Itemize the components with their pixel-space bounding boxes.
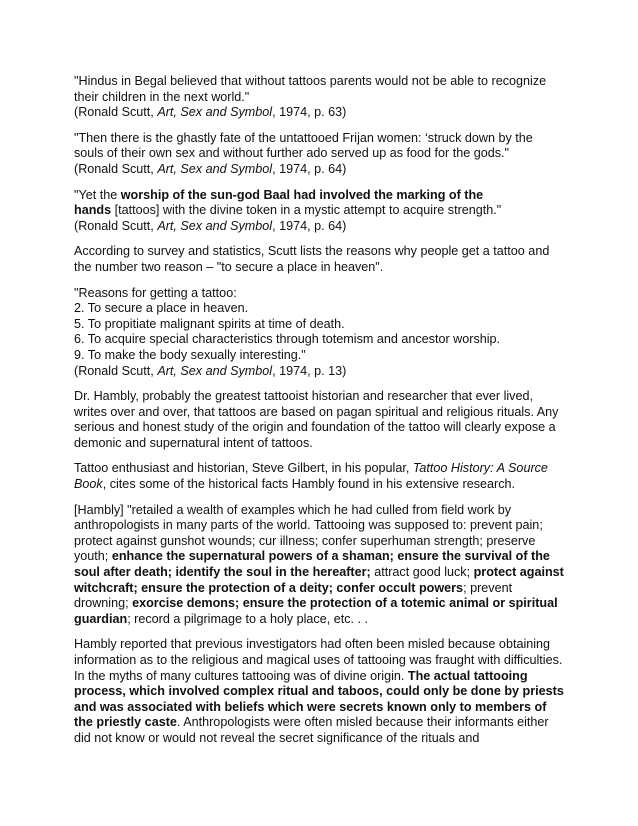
bold-text: protect against xyxy=(473,565,564,580)
text-line xyxy=(74,420,566,436)
italic-title: Book xyxy=(74,477,103,492)
text-segment: , 1974, p. 63) xyxy=(272,105,347,120)
text-line xyxy=(74,534,566,550)
text-segment: (Ronald Scutt, xyxy=(74,218,158,233)
text-segment: According to survey and statistics, Scutt lists the reasons why people get a tattoo and xyxy=(74,244,550,259)
text-segment: (Ronald Scutt, xyxy=(74,105,158,120)
text-line xyxy=(74,301,566,317)
text-segment: Tattoo enthusiast and historian, Steve Gilbert, in his popular, xyxy=(74,461,413,476)
text-line xyxy=(74,90,566,106)
text-line xyxy=(74,405,566,421)
text-line xyxy=(74,461,566,477)
text-segment: "Then there is the ghastly fate of the untattooed Frijan women: ‘struck down by the xyxy=(74,130,533,145)
text-line xyxy=(74,731,566,747)
text-segment: Hambly reported that previous investigators had often been misled because obtaining xyxy=(74,637,551,652)
text-line xyxy=(74,348,566,364)
bold-text: enhance the supernatural powers of a shaman; ensure the survival of the xyxy=(111,549,550,564)
text-line xyxy=(74,715,566,731)
text-line xyxy=(74,131,566,147)
text-segment: "Reasons for getting a tattoo: xyxy=(74,285,237,300)
text-line xyxy=(74,188,566,204)
text-line xyxy=(74,637,566,653)
text-segment: 2. To secure a place in heaven. xyxy=(74,301,249,316)
text-line xyxy=(74,260,566,276)
text-segment: drowning; xyxy=(74,596,133,611)
text-segment: , 1974, p. 64) xyxy=(272,218,347,233)
text-line xyxy=(74,317,566,333)
text-line xyxy=(74,219,566,235)
text-segment: "Yet the xyxy=(74,187,121,202)
text-segment: In the myths of many cultures tattooing was of divine origin. xyxy=(74,668,408,683)
text-line xyxy=(74,364,566,380)
text-segment: anthropologists in many parts of the world. Tattooing was supposed to: prevent pain; xyxy=(74,518,543,533)
text-line xyxy=(74,669,566,685)
paragraph xyxy=(74,637,566,746)
text-segment: their children in the next world." xyxy=(74,89,250,104)
text-segment: 9. To make the body sexually interesting." xyxy=(74,347,306,362)
bold-text: the priestly caste xyxy=(74,715,177,730)
paragraph xyxy=(74,74,566,121)
text-segment: . Anthropologists were often misled because their informants either xyxy=(176,715,549,730)
italic-title: Tattoo History: A Source xyxy=(412,461,548,476)
text-segment: , cites some of the historical facts Hambly found in his extensive research. xyxy=(102,477,515,492)
text-line xyxy=(74,436,566,452)
text-segment: ; prevent xyxy=(463,580,513,595)
bold-text: process, which involved complex ritual and taboos, could only be done by priests xyxy=(74,684,564,699)
text-segment: "Hindus in Begal believed that without tattoos parents would not be able to recognize xyxy=(74,74,547,88)
text-line xyxy=(74,389,566,405)
text-line xyxy=(74,162,566,178)
text-segment: 5. To propitiate malignant spirits at time of death. xyxy=(74,316,345,331)
text-segment: demonic and supernatural intent of tattoos. xyxy=(74,435,313,450)
text-line xyxy=(74,653,566,669)
text-segment: writes over and over, that tattoos are based on pagan spiritual and religious rituals. Any xyxy=(74,404,559,419)
text-segment: (Ronald Scutt, xyxy=(74,363,158,378)
text-segment: youth; xyxy=(74,549,112,564)
text-line xyxy=(74,477,566,493)
italic-title: Art, Sex and Symbol xyxy=(157,218,273,233)
text-line xyxy=(74,596,566,612)
text-segment: the number two reason – "to secure a place in heaven". xyxy=(74,259,384,274)
document-page xyxy=(74,74,566,757)
text-line xyxy=(74,612,566,628)
italic-title: Art, Sex and Symbol xyxy=(157,161,273,176)
text-line xyxy=(74,203,566,219)
text-line xyxy=(74,581,566,597)
text-line xyxy=(74,286,566,302)
text-segment: protect against gunshot wounds; cur illness; confer superhuman strength; preserve xyxy=(74,533,536,548)
bold-text: guardian xyxy=(74,611,128,626)
bold-text: exorcise demons; ensure the protection of a totemic animal or spiritual xyxy=(132,596,558,611)
text-line xyxy=(74,549,566,565)
paragraph xyxy=(74,389,566,451)
text-segment: attract good luck; xyxy=(370,565,474,580)
bold-text: The actual tattooing xyxy=(407,668,528,683)
text-segment: [Hambly] "retailed a wealth of examples which he had culled from field work by xyxy=(74,502,512,517)
text-segment: [tattoos] with the divine token in a mystic attempt to acquire strength." xyxy=(111,203,502,218)
text-line xyxy=(74,684,566,700)
text-segment: ; record a pilgrimage to a holy place, etc. . . xyxy=(127,611,368,626)
text-line xyxy=(74,503,566,519)
text-segment: 6. To acquire special characteristics through totemism and ancestor worship. xyxy=(74,332,501,347)
text-segment: Dr. Hambly, probably the greatest tattooist historian and researcher that ever lived, xyxy=(74,389,533,404)
paragraph xyxy=(74,286,566,380)
text-line xyxy=(74,105,566,121)
text-segment: souls of their own sex and without further ado served up as food for the gods." xyxy=(74,146,510,161)
paragraph xyxy=(74,461,566,492)
paragraph xyxy=(74,188,566,235)
italic-title: Art, Sex and Symbol xyxy=(157,105,273,120)
text-line xyxy=(74,700,566,716)
bold-text: witchcraft; ensure the protection of a deity; confer occult powers xyxy=(74,580,464,595)
paragraph xyxy=(74,131,566,178)
text-line xyxy=(74,332,566,348)
text-line xyxy=(74,74,566,90)
text-segment: information as to the religious and magical uses of tattooing was fraught with difficulties. xyxy=(74,653,563,667)
paragraph xyxy=(74,503,566,628)
paragraph xyxy=(74,244,566,275)
bold-text: hands xyxy=(74,203,112,218)
text-line xyxy=(74,518,566,534)
italic-title: Art, Sex and Symbol xyxy=(157,363,273,378)
text-line xyxy=(74,244,566,260)
bold-text: worship of the sun-god Baal had involved the marking of the xyxy=(120,187,484,202)
text-segment: , 1974, p. 13) xyxy=(272,363,347,378)
text-line xyxy=(74,146,566,162)
text-segment: , 1974, p. 64) xyxy=(272,161,347,176)
text-segment: serious and honest study of the origin and foundation of the tattoo will clearly expose a xyxy=(74,420,556,435)
text-segment: (Ronald Scutt, xyxy=(74,161,158,176)
bold-text: soul after death; identify the soul in the hereafter; xyxy=(74,565,371,580)
text-line xyxy=(74,565,566,581)
text-segment: did not know or would not reveal the secret significance of the rituals and xyxy=(74,730,480,745)
bold-text: and was associated with beliefs which were secrets known only to members of xyxy=(74,699,547,714)
